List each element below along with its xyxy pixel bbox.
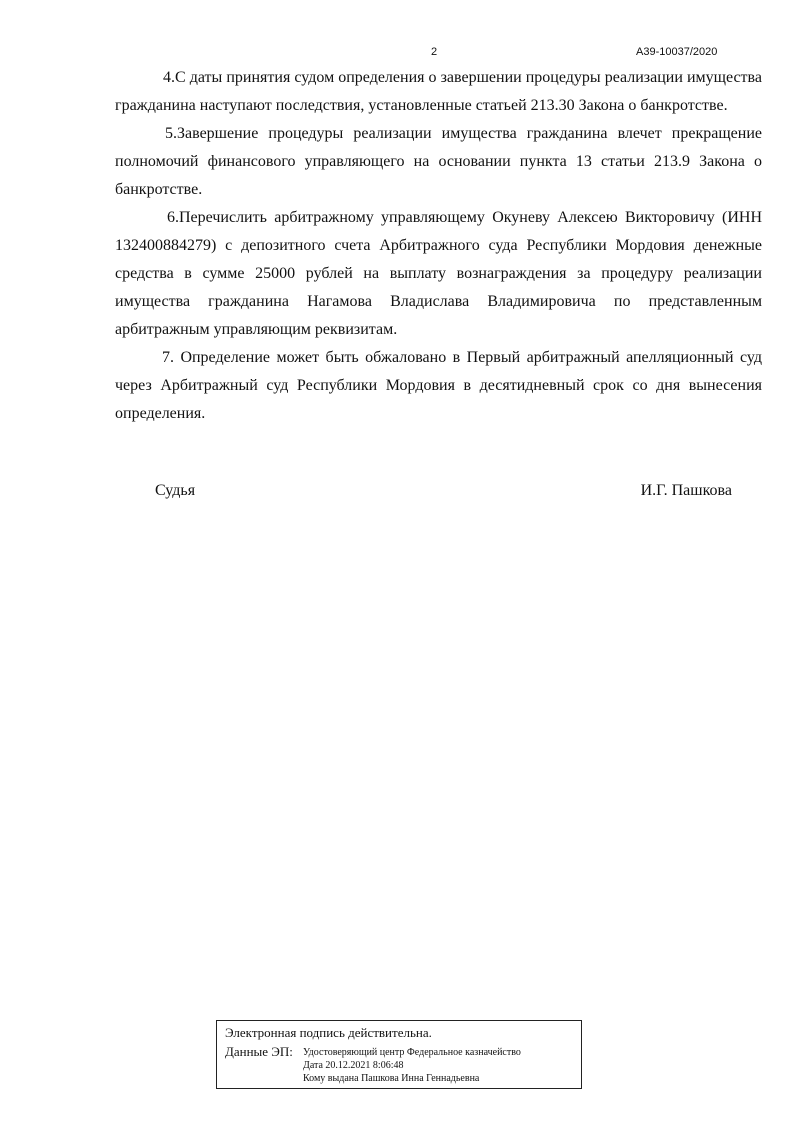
paragraph-5: 5.Завершение процедуры реализации имущества гражданина влечет прекращение полномочий финансового управляющего на основании пункта 13 статьи 213.9 Закона о банкротстве. [115,125,762,198]
judge-title: Судья [155,482,196,499]
esig-status: Электронная подпись действительна. [225,1025,432,1040]
esig-details [303,1046,521,1085]
esig-issued-to: Кому выдана Пашкова Инна Геннадьевна [303,1073,480,1084]
judge-name: И.Г. Пашкова [640,482,732,499]
paragraph-4: 4.С даты принятия судом определения о завершении процедуры реализации имущества гражданина наступают последствия, установленные статьей 213.30 Закона о банкротстве. [115,69,762,114]
paragraph-7: 7. Определение может быть обжаловано в Первый арбитражный апелляционный суд через Арбитражный суд Республики Мордовия в десятидневный срок со дня вынесения определения. [115,349,762,422]
esig-issuer: Удостоверяющий центр Федеральное казначейство [303,1047,521,1058]
electronic-signature-box [216,1020,582,1089]
document-body [115,64,762,428]
paragraph-6: 6.Перечислить арбитражному управляющему Окуневу Алексею Викторовичу (ИНН 132400884279) с депозитного счета Арбитражного суда Республики Мордовия денежные средства в сумме 25000 рублей на выплату вознаграждения за процедуру реализации имущества гражданина Нагамова Владислава Владимировича по представленным арбитражным управляющим реквизитам. [115,209,762,338]
esig-label: Данные ЭП: [225,1044,293,1059]
page-number: 2 [431,46,438,58]
case-number: А39-10037/2020 [636,46,718,58]
esig-date: Дата 20.12.2021 8:06:48 [303,1060,404,1071]
